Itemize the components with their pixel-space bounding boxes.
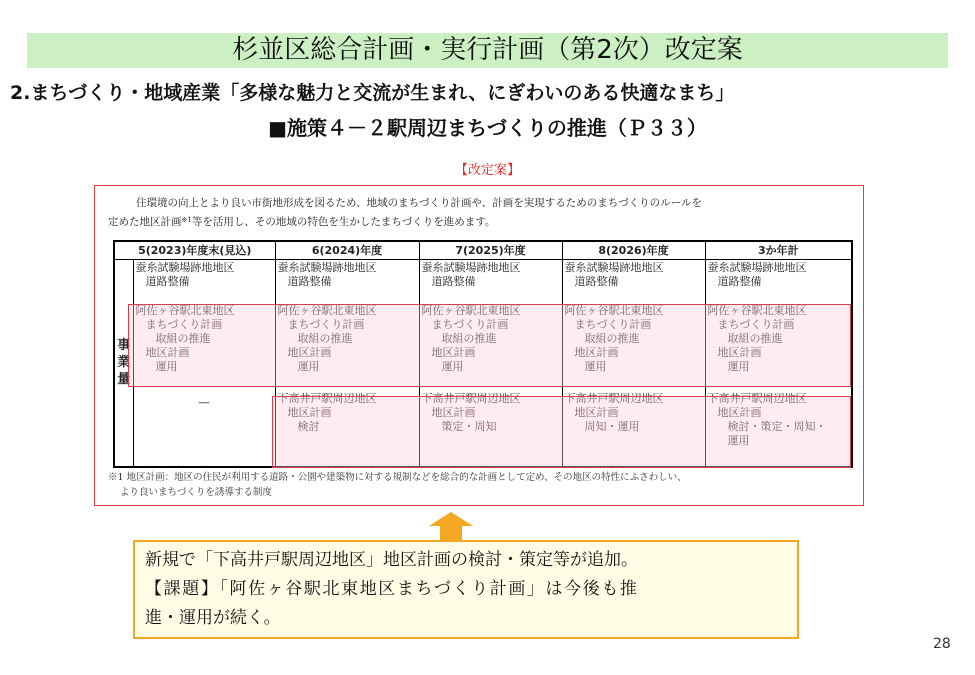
note-line-1: 新規で「下高井戸駅周辺地区」地区計画の検討・策定等が追加。: [145, 550, 638, 570]
table-cell: 阿佐ヶ谷駅北東地区 まちづくり計画 取組の推進 地区計画 運用: [562, 303, 705, 391]
table-cell: 蚕糸試験場跡地地区 道路整備: [419, 259, 562, 303]
table-cell: 下高井戸駅周辺地区 地区計画 検討: [275, 391, 419, 467]
note-line-2: 【課題】「阿佐ヶ谷駅北東地区まちづくり計画」は今後も推: [145, 579, 639, 599]
footnote-ref: ※1: [181, 216, 192, 224]
footnote-line-2: より良いまちづくりを誘導する制度: [120, 487, 272, 498]
intro-line-2b: 等を活用し、その地域の特色を生かしたまちづくりを進めます。: [191, 216, 496, 228]
table-row: [114, 303, 852, 391]
table-cell: 阿佐ヶ谷駅北東地区 まちづくり計画 取組の推進 地区計画 運用: [275, 303, 419, 391]
column-header: 7(2025)年度: [419, 241, 562, 259]
column-header: 8(2026)年度: [562, 241, 705, 259]
footnote-line-1: ※1 地区計画：地区の住民が利用する道路・公園や建築物に対する規制などを総合的な計画として定め、その地区の特性にふさわしい、: [108, 472, 687, 483]
table-cell: 下高井戸駅周辺地区 地区計画 周知・運用: [562, 391, 705, 467]
table-cell: 蚕糸試験場跡地地区 道路整備: [705, 259, 852, 303]
intro-paragraph: [108, 195, 848, 231]
table-cell: 阿佐ヶ谷駅北東地区 まちづくり計画 取組の推進 地区計画 運用: [133, 303, 275, 391]
row-label-jigyoryo: 事 業 量: [114, 259, 133, 467]
intro-line-1: 住環境の向上とより良い市街地形成を図るため、地域のまちづくり計画や、計画を実現するためのまちづくりのルールを: [136, 197, 702, 209]
table-row: [114, 391, 852, 467]
footnote: [108, 470, 848, 500]
table-cell-empty: ―: [133, 391, 275, 467]
up-arrow-icon: [429, 512, 473, 542]
column-header: 5(2023)年度末(見込): [114, 241, 275, 259]
table-cell: 下高井戸駅周辺地区 地区計画 検討・策定・周知・ 運用: [705, 391, 852, 467]
measure-heading: ■施策４－２駅周辺まちづくりの推進（Ｐ３３）: [268, 116, 707, 140]
table-cell: 阿佐ヶ谷駅北東地区 まちづくり計画 取組の推進 地区計画 運用: [705, 303, 852, 391]
page-number: 28: [933, 636, 951, 652]
note-line-3: 進・運用が続く。: [145, 608, 281, 628]
revision-label: 【改定案】: [454, 163, 520, 178]
column-header: 3か年計: [705, 241, 852, 259]
intro-line-2a: 定めた地区計画: [108, 216, 182, 228]
table-cell: 蚕糸試験場跡地地区 道路整備: [562, 259, 705, 303]
table-header-row: [114, 241, 852, 259]
intro-line-2: [108, 212, 848, 231]
section-subtitle: 2.まちづくり・地域産業「多様な魅力と交流が生まれ、にぎわいのある快適なまち」: [10, 82, 735, 104]
plan-table: [113, 240, 853, 468]
column-header: 6(2024)年度: [275, 241, 419, 259]
table-cell: 蚕糸試験場跡地地区 道路整備: [275, 259, 419, 303]
table-row: [114, 259, 852, 303]
table-cell: 蚕糸試験場跡地地区 道路整備: [133, 259, 275, 303]
note-box: [133, 540, 799, 639]
table-cell: 阿佐ヶ谷駅北東地区 まちづくり計画 取組の推進 地区計画 運用: [419, 303, 562, 391]
table-cell: 下高井戸駅周辺地区 地区計画 策定・周知: [419, 391, 562, 467]
page-title: 杉並区総合計画・実行計画（第2次）改定案: [27, 33, 948, 68]
